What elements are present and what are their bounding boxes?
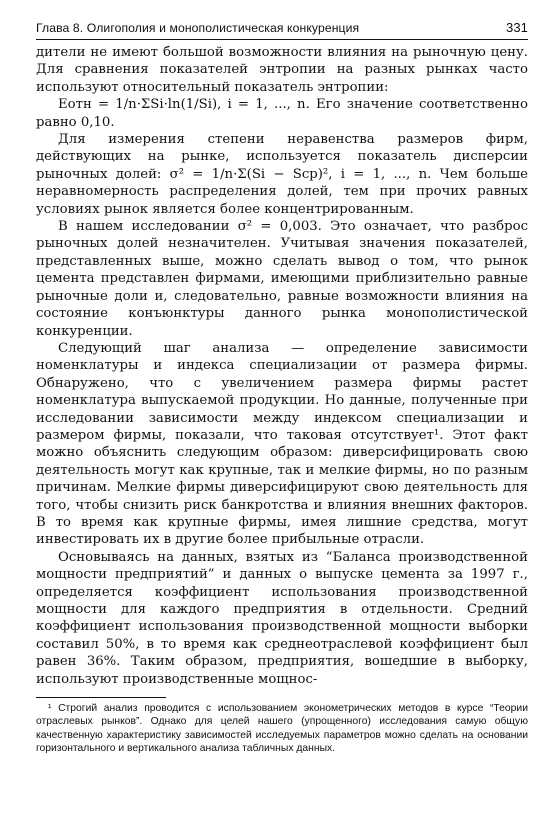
book-page	[36, 20, 528, 756]
footnote-1: ¹ Строгий анализ проводится с использованием эконометрических методов в курсе “Теории отраслевых рынков”. Однако для целей нашего (упрощенного) исследования самую общую качественную характеристику зависимостей исследуемых параметров можно сделать на основании горизонтального и вертикального анализа табличных данных.	[36, 703, 528, 755]
paragraph-5-next-step: Следующий шаг анализа — определение зависимости номенклатуры и индекса специализации от размера фирмы. Обнаружено, что с увеличением размера фирмы растет номенклатура выпускаемой продукции. Но данные, полученные при исследовании зависимости между индексом специализации и размером фирмы, показали, что таковая отсутствует¹. Этот факт можно объяснить следующим образом: диверсифицировать свою деятельность могут как крупные, так и мелкие фирмы, но по разным причинам. Мелкие фирмы диверсифицируют свою деятельность для того, чтобы снизить риск банкротства и влияния внешних факторов. В то время как крупные фирмы, имея лишние средства, могут инвестировать их в другие более прибыльные отрасли.	[36, 340, 528, 548]
paragraph-6-capacity: Основываясь на данных, взятых из “Баланса производственной мощности предприятий” и данных о выпуске цемента за 1997 г., определяется коэффициент использования производственной мощности для каждого предприятия в отдельности. Средний коэффициент использования производственной мощности выборки составил 50%, в то время как среднеотраслевой коэффициент был равен 36%. Таким образом, предприятия, вошедшие в выборку, используют производственные мощнос-	[36, 549, 528, 687]
running-header	[36, 20, 528, 40]
footnote-divider	[36, 697, 166, 698]
main-text	[36, 44, 528, 688]
chapter-title: Глава 8. Олигополия и монополистическая конкуренция	[36, 21, 360, 35]
paragraph-2-entropy-formula: Eотн = 1/n·ΣSi·ln(1/Si), i = 1, ..., n. Его значение соответственно равно 0,10.	[36, 97, 528, 130]
paragraph-1: дители не имеют большой возможности влияния на рыночную цену. Для сравнения показателей энтропии на разных рынках часто используют относительный показатель энтропии:	[36, 45, 528, 95]
page-number: 331	[506, 20, 528, 35]
paragraph-4-research-result: В нашем исследовании σ² = 0,003. Это означает, что разброс рыночных долей незначителен. Учитывая значения показателей, представленных выше, можно сделать вывод о том, что рынок цемента представлен фирмами, имеющими приблизительно равные рыночные доли и, следовательно, равные возможности влияния на состояние конъюнктуры данного рынка монополистической конкуренции.	[36, 219, 528, 339]
paragraph-3-dispersion: Для измерения степени неравенства размеров фирм, действующих на рынке, используется показатель дисперсии рыночных долей: σ² = 1/n·Σ(Si − Sср)², i = 1, ..., n. Чем больше неравномерность распределения долей, тем при прочих равных условиях рынок является более концентрированным.	[36, 132, 528, 217]
